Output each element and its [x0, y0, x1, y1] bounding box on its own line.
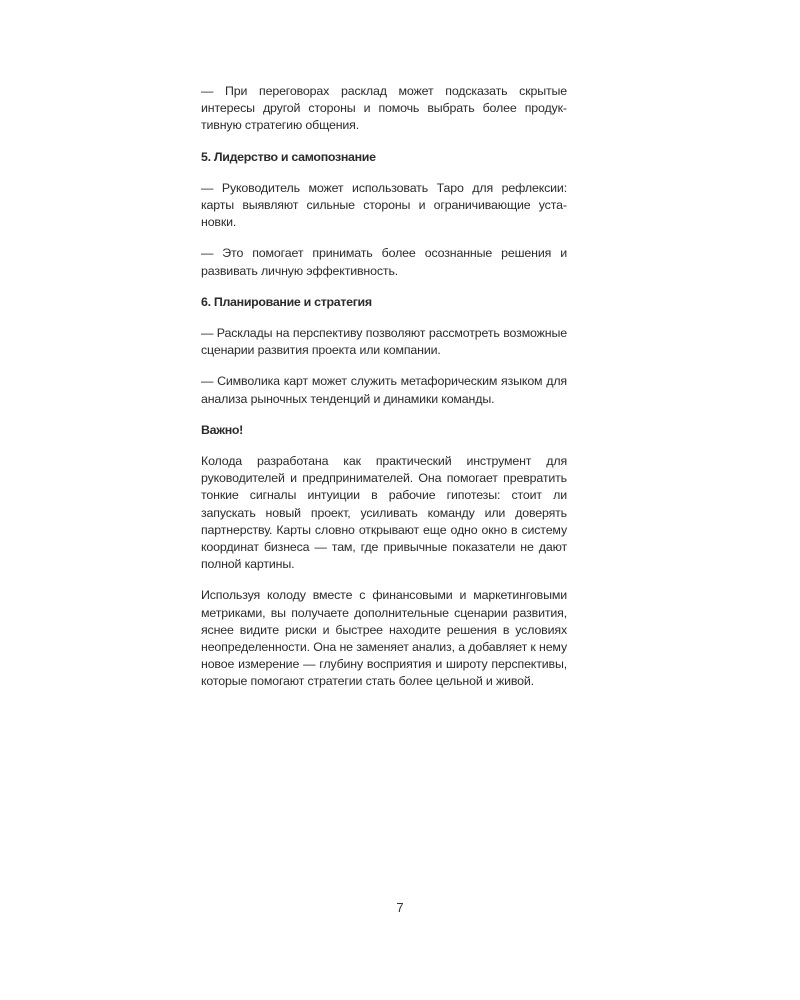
important-heading: Важно! [201, 422, 244, 437]
symbolism-paragraph: — Символика карт может служить метафорическим языком для анализа рыночных тенденций и динамики команды. [201, 374, 567, 406]
metrics-paragraph: Используя колоду вместе с финансовыми и маркетинговыми метриками, вы получаете дополнительные сценарии развития, яснее видите риски и быстрее находите решения в условиях неопределенности. Она не заменяет анализ, а добавляет к нему новое измерение — глубину восприятия и широту перспективы, которые помогают стратегии стать более цельной и живой. [201, 588, 567, 689]
decisions-paragraph: — Это помогает принимать более осознанные решения и развивать личную эффективность. [201, 246, 567, 278]
scenarios-paragraph: — Расклады на перспективу позволяют рассмотреть возможные сценарии развития проекта или компании. [201, 326, 567, 358]
page-content [201, 83, 567, 705]
reflection-paragraph: — Руководитель может использовать Таро для рефлексии: карты выявляют сильные стороны и ограничивающие установки. [201, 180, 567, 230]
negotiation-paragraph: — При переговорах расклад может подсказать скрытые интересы другой стороны и помочь выбрать более продуктивную стратегию общения. [201, 84, 567, 133]
leadership-heading: 5. Лидерство и самопознание [201, 149, 376, 164]
page-number: 7 [396, 900, 404, 915]
planning-heading: 6. Планирование и стратегия [201, 294, 372, 309]
deck-purpose-paragraph: Колода разработана как практический инструмент для руководителей и предпринимателей. Она помогает превратить тонкие сигналы интуиции в рабочие гипотезы: стоит ли запускать новый проект, усиливать команду или доверять партнерству. Карты словно открывают еще одно окно в систему координат бизнеса — там, где привычные показатели не дают полной картины. [201, 454, 567, 572]
